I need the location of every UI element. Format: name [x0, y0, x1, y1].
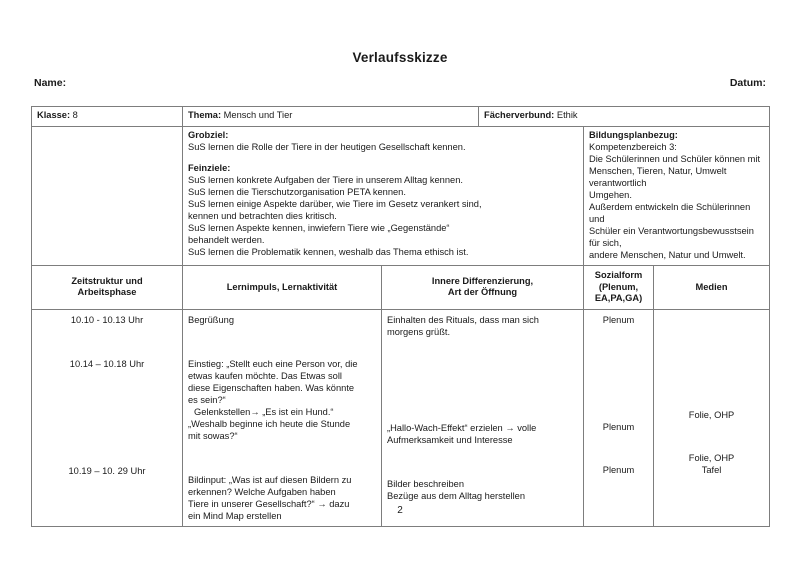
klasse-cell: [32, 107, 183, 127]
differentiation-entry-line: Einhalten des Rituals, dass man sich: [387, 314, 539, 325]
faecherverbund-cell: [479, 107, 770, 127]
goals-cell: [183, 127, 584, 266]
goals-empty-cell: [32, 127, 183, 266]
impulse-entry-line: es sein?“: [188, 394, 226, 405]
differentiation-entry-line: „Hallo-Wach-Effekt“ erzielen → volle: [387, 422, 537, 433]
media-spacer: [659, 315, 764, 410]
feinziele-line: SuS lernen Aspekte kennen, inwiefern Tiere wie „Gegenstände“: [188, 222, 450, 233]
curriculum-line: Außerdem entwickeln die Schülerinnen und: [589, 201, 751, 224]
impulse-entry-line: „Weshalb beginne ich heute die Stunde: [188, 418, 351, 429]
media-entry: Folie, OHP: [688, 409, 735, 420]
klasse-label: Klasse:: [37, 109, 71, 120]
impulse-entry-line: diese Eigenschaften haben. Was könnte: [188, 382, 355, 393]
curriculum-line: Kompetenzbereich 3:: [589, 141, 677, 152]
impulse-entry-line: mit sowas?“: [188, 430, 238, 441]
feinziele-line: SuS lernen die Tierschutzorganisation PETA kennen.: [188, 186, 406, 197]
impulse-entry-line: etwas kaufen möchte. Das Etwas soll: [188, 370, 342, 381]
column-header-time-line: Arbeitsphase: [77, 287, 137, 298]
feinziele-line: behandelt werden.: [188, 234, 265, 245]
differentiation-spacer: [387, 447, 578, 479]
differentiation-entry-line: morgens grüßt.: [387, 326, 451, 337]
impulse-entry-line: ein Mind Map erstellen: [188, 510, 282, 521]
faecherverbund-value: Ethik: [556, 109, 578, 120]
impulse-spacer: [188, 443, 376, 475]
column-header-social-form: [584, 266, 654, 310]
page-number: 2: [397, 505, 403, 516]
media-entry: Tafel: [701, 464, 722, 475]
column-header-social-form-line: EA,PA,GA): [594, 293, 643, 304]
column-header-impulse: [183, 266, 382, 310]
thema-label: Thema:: [188, 109, 222, 120]
page-title: Verlaufsskizze: [352, 50, 448, 65]
impulse-entry-line: Bildinput: „Was ist auf diesen Bildern zu: [188, 474, 352, 485]
goals-spacer: [188, 154, 578, 163]
column-header-social-form-line: Sozialform: [594, 270, 643, 280]
differentiation-column-cell: [382, 309, 584, 526]
differentiation-spacer: [387, 339, 578, 423]
column-header-time: [32, 266, 183, 310]
column-header-differentiation-line: Innere Differenzierung,: [431, 275, 534, 286]
grid-header-row: [32, 266, 770, 310]
impulse-entry-line: Gelenkstellen→ „Es ist ein Hund.“: [194, 406, 334, 417]
thema-value: Mensch und Tier: [223, 109, 293, 120]
feinziele-heading: Feinziele:: [188, 162, 231, 173]
faecherverbund-label: Fächerverbund:: [484, 109, 555, 120]
column-header-time-line: Zeitstruktur und: [71, 275, 143, 286]
differentiation-entry-line: Bilder beschreiben: [387, 478, 465, 489]
grid-body-row: [32, 309, 770, 526]
thema-cell: [183, 107, 479, 127]
feinziele-line: kennen und betrachten dies kritisch.: [188, 210, 337, 221]
klasse-value: 8: [72, 109, 78, 120]
time-spacer: [37, 371, 177, 466]
date-label: Datum:: [729, 77, 766, 89]
time-column-cell: [32, 309, 183, 526]
column-header-social-form-line: (Plenum,: [598, 281, 639, 292]
column-header-differentiation-line: Art der Öffnung: [447, 287, 518, 298]
time-entry: 10.10 - 10.13 Uhr: [70, 314, 144, 325]
meta-line: [34, 77, 766, 93]
curriculum-line: andere Menschen, Natur und Umwelt.: [589, 249, 746, 260]
media-column-cell: [654, 309, 770, 526]
lesson-plan-table: [31, 106, 770, 527]
feinziele-line: SuS lernen die Problematik kennen, weshalb das Thema ethisch ist.: [188, 246, 469, 257]
differentiation-entry-line: Bezüge aus dem Alltag herstellen: [387, 490, 525, 501]
impulse-column-cell: [183, 309, 382, 526]
impulse-entry-line: Einstieg: „Stellt euch eine Person vor, die: [188, 358, 358, 369]
impulse-entry-line: Tiere in unserer Gesellschaft?“ → dazu: [188, 498, 350, 509]
goals-row: [32, 127, 770, 266]
impulse-entry-line: Begrüßung: [188, 314, 234, 325]
social-form-column-cell: [584, 309, 654, 526]
time-entry: 10.14 – 10.18 Uhr: [69, 358, 145, 369]
name-label: Name:: [34, 77, 67, 89]
social-form-spacer: [589, 434, 648, 465]
column-header-impulse-line: Lernimpuls, Lernaktivität: [226, 281, 338, 292]
time-spacer: [37, 327, 177, 359]
curriculum-heading: Bildungsplanbezug:: [589, 130, 678, 140]
curriculum-line: Schüler ein Verantwortungsbewusstsein für sich,: [589, 225, 754, 248]
column-header-differentiation: [382, 266, 584, 310]
grobziel-text: SuS lernen die Rolle der Tiere in der heutigen Gesellschaft kennen.: [188, 141, 466, 152]
feinziele-line: SuS lernen einige Aspekte darüber, wie Tiere im Gesetz verankert sind,: [188, 198, 482, 209]
column-header-media-line: Medien: [695, 281, 728, 292]
time-entry: 10.19 – 10. 29 Uhr: [68, 465, 146, 476]
differentiation-entry-line: Aufmerksamkeit und Interesse: [387, 434, 513, 445]
impulse-spacer: [188, 327, 376, 359]
curriculum-line: Die Schülerinnen und Schüler können mit: [589, 153, 761, 164]
social-form-entry: Plenum: [602, 421, 635, 432]
media-entry: Folie, OHP: [688, 452, 735, 463]
grobziel-heading: Grobziel:: [188, 130, 229, 140]
identification-row: [32, 107, 770, 127]
feinziele-line: SuS lernen konkrete Aufgaben der Tiere in unserem Alltag kennen.: [188, 174, 463, 185]
social-form-entry: Plenum: [602, 464, 635, 475]
social-form-spacer: [589, 327, 648, 422]
column-header-media: [654, 266, 770, 310]
curriculum-line: Umgehen.: [589, 189, 632, 200]
impulse-entry-line: erkennen? Welche Aufgaben haben: [188, 486, 336, 497]
curriculum-cell: [584, 127, 770, 266]
curriculum-line: Menschen, Tieren, Natur, Umwelt verantwortlich: [589, 165, 727, 188]
media-spacer: [659, 422, 764, 453]
social-form-entry: Plenum: [602, 314, 635, 325]
